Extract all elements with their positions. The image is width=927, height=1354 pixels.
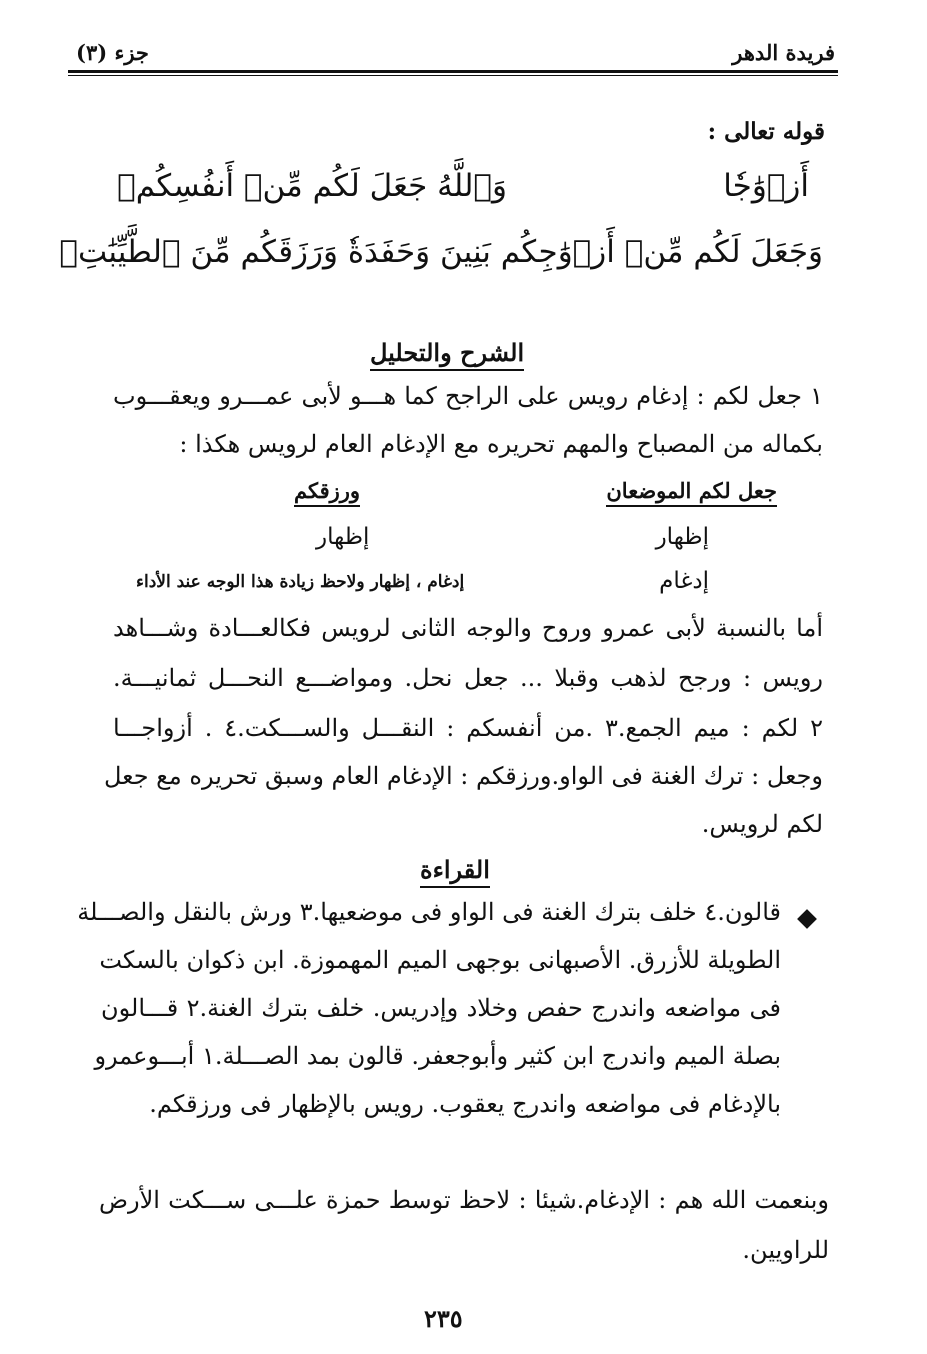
sharh-line: وجعل : ترك الغنة فى الواو.ورزقكم : الإدغام العام وسبق تحريره مع جعل — [103, 762, 823, 790]
sharh-line: لكم لرويس. — [701, 810, 823, 838]
table-cell: إظهار — [316, 524, 370, 550]
table-head-right: جعل لكم الموضعان — [606, 478, 777, 507]
table-cell: إدغام — [659, 568, 709, 594]
book-title: فريدة الدهر — [732, 40, 835, 65]
qiraa-line: الطويلة للأزرق. الأصبهانى بوجهى الميم المهموزة. ابن ذكوان بالسكت — [99, 946, 781, 974]
closing-line: وبنعمت الله هم : الإدغام.شيئا : لاحظ توسط حمزة علـــى ســـكت الأرض — [99, 1186, 829, 1214]
diamond-bullet-icon — [797, 909, 817, 929]
qiraa-line: فى مواضعه واندرج حفص وخلاد وإدريس. خلف بترك الغنة.٢ قـــالون — [101, 994, 781, 1022]
section-title-qiraa: القراءة — [420, 855, 490, 888]
page-number: ٢٣٥ — [424, 1304, 463, 1333]
header-rule-thin — [68, 75, 838, 76]
sharh-line: رويس : ورجح لذهب وقبلا ... جعل نحل. ومواضـــع النحـــل ثمانيـــة. — [113, 664, 823, 692]
sharh-line: بكماله من المصباح والمهم تحريره مع الإدغام العام لرويس هكذا : — [179, 430, 823, 458]
table-cell: إظهار — [655, 524, 709, 550]
qiraa-line: قالون.٤ خلف بترك الغنة فى الواو فى موضعيها.٣ ورش بالنقل والصـــلة — [77, 898, 781, 926]
sharh-line: ١ جعل لكم : إدغام رويس على الراجح كما هـــو لأبى عمـــرو ويعقـــوب — [113, 382, 823, 410]
section-title-sharh: الشرح والتحليل — [370, 338, 524, 371]
qiraa-line: بالإدغام فى مواضعه واندرج يعقوب. رويس بالإظهار فى ورزقكم. — [149, 1090, 781, 1118]
header-rule — [68, 70, 838, 73]
qiraa-line: بصلة الميم واندرج ابن كثير وأبوجعفر. قالون بمد الصـــلة.١ أبـــوعمرو — [94, 1042, 781, 1070]
verse-line-2: وَجَعَلَ لَكُم مِّنۡ أَزۡوَٰجِكُم بَنِينَ وَحَفَدَةٗ وَرَزَقَكُم مِّنَ ٱلطَّيِّبَٰتِۚ — [59, 234, 823, 270]
verse-line-1a: وَٱللَّهُ جَعَلَ لَكُم مِّنۡ أَنفُسِكُمۡ — [117, 168, 507, 204]
closing-line: للراويين. — [742, 1236, 829, 1264]
sharh-line: أما بالنسبة لأبى عمرو وروح والوجه الثانى لرويس فكالعـــادة وشـــاهد — [113, 614, 823, 642]
table-head-left: ورزقكم — [294, 478, 360, 507]
sharh-line: ٢ لكم : ميم الجمع.٣ .من أنفسكم : النقـــل والســـكت.٤ . أزواجـــا — [113, 714, 823, 742]
table-cell: إدغام ، إظهار ولاحظ زيادة هذا الوجه عند الأداء — [136, 572, 465, 592]
verse-line-1b: أَزۡوَٰجٗا — [723, 168, 809, 204]
part-label: جزء (٣) — [76, 40, 149, 65]
intro-heading: قوله تعالى : — [707, 118, 825, 145]
